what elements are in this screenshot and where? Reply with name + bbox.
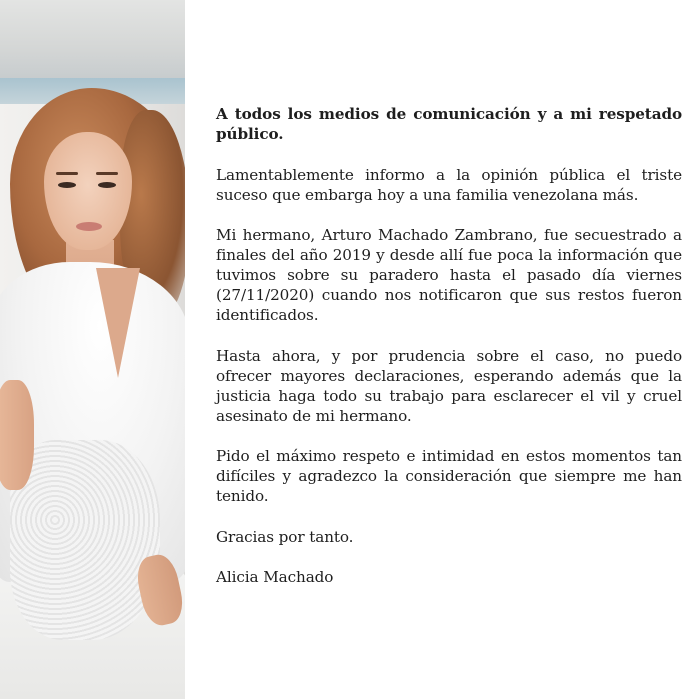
left-eyebrow [56,172,78,175]
letter-paragraph-2: Mi hermano, Arturo Machado Zambrano, fue secuestrado a finales del año 2019 y desde allí fue poca la información que tuvimos sobre su paradero hasta el pasado día viernes (27/11/2020) cuando nos notificaron que sus restos fueron identificados. [216,226,682,324]
left-eye [58,182,76,188]
background-balcony [0,0,185,78]
lips [76,222,102,231]
letter-signature: Alicia Machado [216,568,334,586]
letter-paragraph-3: Hasta ahora, y por prudencia sobre el caso, no puedo ofrecer mayores declaraciones, esperando además que la justicia haga todo su trabajo para esclarecer el vil y cruel asesinato de mi hermano. [216,346,682,425]
statement-letter [216,104,682,587]
letter-paragraph-1: Lamentablemente informo a la opinión pública el triste suceso que embarga hoy a una familia venezolana más. [216,165,682,204]
portrait-photo [0,0,185,699]
arm [0,380,34,490]
blouse-neckline [96,268,140,378]
right-eyebrow [96,172,118,175]
right-eye [98,182,116,188]
lace-skirt [10,440,160,640]
letter-heading: A todos los medios de comunicación y a mi respetado público. [216,105,682,143]
letter-closing: Gracias por tanto. [216,527,354,546]
letter-paragraph-4: Pido el máximo respeto e intimidad en estos momentos tan difíciles y agradezco la consideración que siempre me han tenido. [216,447,682,505]
